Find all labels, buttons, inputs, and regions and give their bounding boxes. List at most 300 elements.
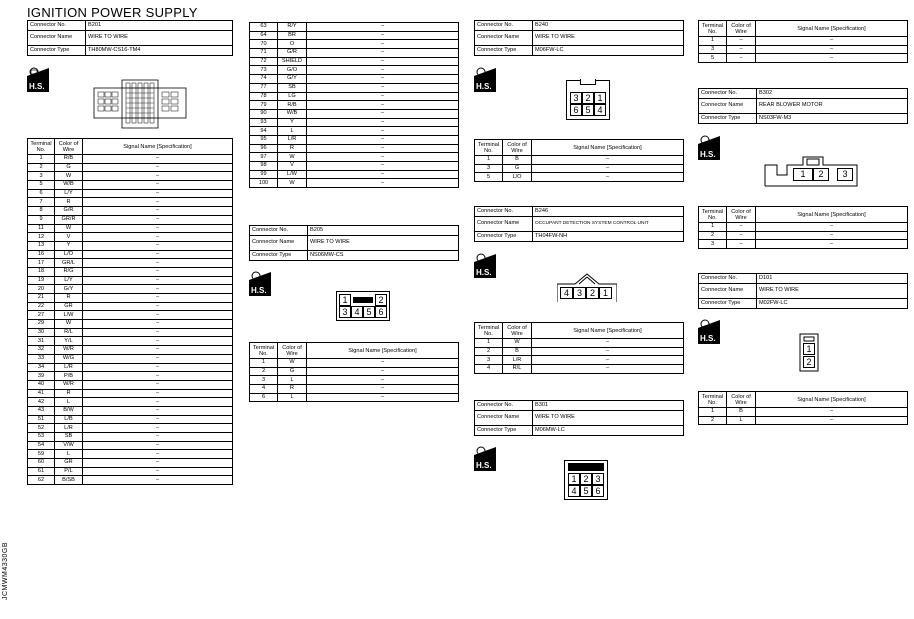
color-cell: G <box>503 164 532 173</box>
color-cell: – <box>727 37 756 46</box>
signal-cell: – <box>307 109 459 118</box>
table-row <box>28 302 233 311</box>
connector-info-b205 <box>249 225 459 261</box>
connector-info-b302: Connector No. B302 Connector Name REAR BLOWER MOTOR Connector Type NS03FW-M3 <box>698 88 908 124</box>
table-row <box>28 363 233 372</box>
terminal-cell: 3 <box>699 240 727 249</box>
signal-cell: – <box>307 75 459 84</box>
connector-name-label: Connector Name <box>28 31 86 46</box>
color-cell: L <box>278 127 307 136</box>
signal-cell: – <box>83 285 233 294</box>
table-row <box>28 294 233 303</box>
table-row <box>699 45 908 54</box>
color-cell: G <box>278 367 307 376</box>
signal-cell: – <box>307 162 459 171</box>
color-cell: B <box>727 408 756 417</box>
color-cell: Y <box>278 118 307 127</box>
color-cell: G/O <box>278 66 307 75</box>
color-cell: R <box>55 294 83 303</box>
table-row <box>28 181 233 190</box>
table-row <box>28 267 233 276</box>
terminal-cell: 30 <box>28 328 55 337</box>
color-cell: L <box>55 398 83 407</box>
connector-type: M02FW-LC <box>757 299 908 309</box>
terminal-cell: 41 <box>28 389 55 398</box>
table-row <box>28 172 233 181</box>
color-cell: R/L <box>55 328 83 337</box>
hs-icon <box>474 445 496 468</box>
terminal-cell: 31 <box>28 337 55 346</box>
signal-cell: – <box>83 207 233 216</box>
terminal-cell: 5 <box>28 181 55 190</box>
table-row <box>28 328 233 337</box>
connector-name: WIRE TO WIRE <box>533 31 684 46</box>
color-cell: W/R <box>55 346 83 355</box>
signal-cell: – <box>307 49 459 58</box>
table-row <box>28 276 233 285</box>
terminal-cell: 6 <box>28 189 55 198</box>
color-cell: V <box>55 233 83 242</box>
pin-table-b302: Terminal No. Color of Wire Signal Name [Specification] 1 – – 2 – – 3 – – <box>698 206 908 249</box>
hs-icon <box>698 318 720 341</box>
connector-no-label: Connector No. <box>28 21 86 31</box>
terminal-cell: 8 <box>28 207 55 216</box>
terminal-cell: 94 <box>250 127 278 136</box>
table-row <box>250 109 459 118</box>
table-row <box>250 66 459 75</box>
terminal-cell: 53 <box>28 433 55 442</box>
terminal-cell: 3 <box>475 164 503 173</box>
terminal-cell: 59 <box>28 450 55 459</box>
table-row <box>28 380 233 389</box>
color-cell: L/Y <box>55 189 83 198</box>
color-cell: BR <box>278 31 307 40</box>
signal-cell: – <box>307 359 459 368</box>
pin-table-b205: Terminal No. Color of Wire Signal Name [Specification] 1 W – 2 G – 3 L – 4 R – 6 L – <box>249 342 459 402</box>
signal-cell: – <box>307 135 459 144</box>
terminal-cell: 3 <box>28 172 55 181</box>
color-cell: L <box>55 450 83 459</box>
connector-name: WIRE TO WIRE <box>86 31 233 46</box>
table-row <box>28 372 233 381</box>
signal-cell: – <box>83 172 233 181</box>
signal-cell: – <box>83 337 233 346</box>
table-row <box>250 75 459 84</box>
connector-type: M06FW-LC <box>533 46 684 56</box>
table-row <box>28 433 233 442</box>
table-row <box>28 155 233 164</box>
terminal-cell: 5 <box>699 54 727 63</box>
terminal-cell: 1 <box>699 408 727 417</box>
terminal-cell: 1 <box>699 37 727 46</box>
color-cell: G/Y <box>55 285 83 294</box>
table-row <box>250 135 459 144</box>
color-cell: R <box>278 144 307 153</box>
terminal-cell: 64 <box>250 31 278 40</box>
table-row <box>28 320 233 329</box>
signal-cell: – <box>83 241 233 250</box>
color-cell: R/L <box>503 365 532 374</box>
connector-type-label: Connector Type <box>250 251 308 261</box>
table-row <box>28 189 233 198</box>
table-row <box>699 416 908 425</box>
color-cell: L/R <box>503 356 532 365</box>
signal-cell: – <box>756 231 908 240</box>
signal-cell: – <box>83 155 233 164</box>
signal-cell: – <box>532 347 684 356</box>
terminal-cell: 2 <box>250 367 278 376</box>
table-row <box>699 54 908 63</box>
hs-label: H.S. <box>476 82 492 91</box>
terminal-cell: 1 <box>250 359 278 368</box>
terminal-cell: 13 <box>28 241 55 250</box>
connector-face-b302: 1 2 3 <box>763 155 859 187</box>
terminal-cell: 39 <box>28 372 55 381</box>
signal-cell: – <box>83 311 233 320</box>
page-title: IGNITION POWER SUPPLY <box>27 5 198 20</box>
color-cell: W <box>55 320 83 329</box>
terminal-cell: 27 <box>28 311 55 320</box>
color-cell: – <box>727 240 756 249</box>
table-row <box>250 101 459 110</box>
signal-cell: – <box>756 408 908 417</box>
terminal-cell: 1 <box>699 223 727 232</box>
signal-cell: – <box>307 23 459 32</box>
signal-cell: – <box>307 393 459 402</box>
signal-cell: – <box>307 170 459 179</box>
signal-cell: – <box>83 346 233 355</box>
color-cell: SB <box>55 433 83 442</box>
table-row <box>28 259 233 268</box>
terminal-cell: 12 <box>28 233 55 242</box>
color-cell: R <box>278 385 307 394</box>
table-row <box>28 459 233 468</box>
signal-cell: – <box>307 83 459 92</box>
terminal-cell: 22 <box>28 302 55 311</box>
table-row <box>28 424 233 433</box>
color-cell: G/R <box>278 49 307 58</box>
color-cell: G <box>55 163 83 172</box>
table-row <box>28 337 233 346</box>
hs-icon <box>249 270 271 293</box>
hs-label: H.S. <box>700 334 716 343</box>
table-row <box>28 285 233 294</box>
signal-cell: – <box>756 416 908 425</box>
terminal-cell: 52 <box>28 424 55 433</box>
terminal-cell: 2 <box>699 416 727 425</box>
terminal-cell: 9 <box>28 215 55 224</box>
terminal-cell: 99 <box>250 170 278 179</box>
connector-type-label: Connector Type <box>28 46 86 56</box>
connector-face-b246: 4 3 2 1 <box>557 272 617 302</box>
table-row <box>28 241 233 250</box>
terminal-cell: 78 <box>250 92 278 101</box>
table-row <box>28 215 233 224</box>
signal-cell: – <box>83 320 233 329</box>
terminal-cell: 79 <box>250 101 278 110</box>
color-cell: L <box>278 376 307 385</box>
color-cell: GR <box>55 302 83 311</box>
table-row <box>28 467 233 476</box>
terminal-cell: 71 <box>250 49 278 58</box>
signal-cell: – <box>83 433 233 442</box>
signal-cell: – <box>307 153 459 162</box>
color-cell: L/Y <box>55 276 83 285</box>
signal-cell: – <box>532 173 684 182</box>
hs-label: H.S. <box>700 150 716 159</box>
color-cell: SHIELD <box>278 57 307 66</box>
terminal-cell: 95 <box>250 135 278 144</box>
signal-cell: – <box>756 37 908 46</box>
hs-label: H.S. <box>251 286 267 295</box>
color-cell: W/G <box>55 354 83 363</box>
connector-no: B240 <box>533 21 684 31</box>
connector-type: M06MW-LC <box>533 426 684 436</box>
color-cell: W <box>55 172 83 181</box>
terminal-cell: 11 <box>28 224 55 233</box>
pin-table-b201-continued <box>249 22 459 188</box>
signal-cell: – <box>756 45 908 54</box>
color-cell: W/B <box>55 181 83 190</box>
terminal-cell: 4 <box>250 385 278 394</box>
terminal-cell: 98 <box>250 162 278 171</box>
color-cell: L/O <box>503 173 532 182</box>
color-cell: G/R <box>55 207 83 216</box>
terminal-cell: 3 <box>475 356 503 365</box>
signal-cell: – <box>83 294 233 303</box>
table-row <box>28 398 233 407</box>
signal-cell: – <box>83 259 233 268</box>
terminal-cell: 61 <box>28 467 55 476</box>
table-row <box>28 441 233 450</box>
signal-cell: – <box>307 376 459 385</box>
table-row <box>250 83 459 92</box>
connector-type: TH80MW-CS16-TM4 <box>86 46 233 56</box>
terminal-cell: 21 <box>28 294 55 303</box>
color-cell: L/O <box>55 250 83 259</box>
signal-cell: – <box>83 276 233 285</box>
connector-info-b246: Connector No. B246 Connector Name OCCUPANT DETECTION SYSTEM CONTROL UNIT Connector Type TH04FW-NH <box>474 206 684 242</box>
color-header: Color of Wire <box>55 139 83 155</box>
terminal-cell: 20 <box>28 285 55 294</box>
color-cell: – <box>727 54 756 63</box>
color-cell: R/B <box>55 155 83 164</box>
terminal-cell: 96 <box>250 144 278 153</box>
color-cell: W <box>278 179 307 188</box>
table-row <box>28 207 233 216</box>
signal-cell: – <box>83 406 233 415</box>
color-cell: SB <box>278 83 307 92</box>
signal-cell: – <box>83 372 233 381</box>
table-row <box>475 356 684 365</box>
terminal-cell: 2 <box>475 347 503 356</box>
signal-cell: – <box>83 198 233 207</box>
signal-cell: – <box>307 92 459 101</box>
terminal-cell: 3 <box>699 45 727 54</box>
color-cell: GR/R <box>55 215 83 224</box>
signal-cell: – <box>83 233 233 242</box>
signal-cell: – <box>83 424 233 433</box>
table-row <box>250 376 459 385</box>
connector-no: D101 <box>757 274 908 284</box>
table-row <box>28 163 233 172</box>
signal-cell: – <box>307 66 459 75</box>
terminal-cell: 1 <box>475 156 503 165</box>
table-row <box>699 37 908 46</box>
signal-cell: – <box>83 398 233 407</box>
signal-cell: – <box>83 363 233 372</box>
terminal-cell: 43 <box>28 406 55 415</box>
terminal-cell: 97 <box>250 153 278 162</box>
table-row <box>475 164 684 173</box>
signal-cell: – <box>532 365 684 374</box>
table-row <box>250 23 459 32</box>
hs-label: H.S. <box>476 461 492 470</box>
signal-cell: – <box>83 354 233 363</box>
color-cell: Y/L <box>55 337 83 346</box>
color-cell: W <box>278 359 307 368</box>
table-row <box>28 450 233 459</box>
terminal-cell: 4 <box>475 365 503 374</box>
pin-table-d101: Terminal No. Color of Wire Signal Name [Specification] 1 B – 2 L – <box>698 391 908 425</box>
terminal-cell: 100 <box>250 179 278 188</box>
table-row <box>250 144 459 153</box>
hs-label: H.S. <box>476 268 492 277</box>
signal-cell: – <box>83 224 233 233</box>
terminal-cell: 19 <box>28 276 55 285</box>
connector-no-label: Connector No. <box>250 226 308 236</box>
connector-info-d101: Connector No. D101 Connector Name WIRE TO WIRE Connector Type M02FW-LC <box>698 273 908 309</box>
terminal-cell: 77 <box>250 83 278 92</box>
color-cell: O <box>278 40 307 49</box>
pin-table-b240: Terminal No. Color of Wire Signal Name [Specification] 1 B – 3 G – 5 L/O – <box>474 139 684 182</box>
connector-name: WIRE TO WIRE <box>533 411 684 426</box>
color-cell: LG <box>278 92 307 101</box>
color-cell: L <box>278 393 307 402</box>
connector-type: NS06MW-CS <box>308 251 459 261</box>
terminal-cell: 70 <box>250 40 278 49</box>
hs-icon <box>474 66 496 89</box>
color-cell: L <box>727 416 756 425</box>
connector-no: B302 <box>757 89 908 99</box>
terminal-cell: 60 <box>28 459 55 468</box>
signal-cell: – <box>83 215 233 224</box>
terminal-cell: 51 <box>28 415 55 424</box>
signal-cell: – <box>532 156 684 165</box>
color-cell: L/W <box>55 311 83 320</box>
table-row <box>250 153 459 162</box>
table-row <box>699 408 908 417</box>
terminal-cell: 18 <box>28 267 55 276</box>
terminal-cell: 3 <box>250 376 278 385</box>
color-cell: L/B <box>55 415 83 424</box>
table-row <box>28 406 233 415</box>
table-row <box>475 173 684 182</box>
terminal-cell: 29 <box>28 320 55 329</box>
hs-icon <box>474 252 496 275</box>
connector-no: B301 <box>533 401 684 411</box>
connector-name-label: Connector Name <box>250 236 308 251</box>
table-row <box>250 367 459 376</box>
connector-type: TH04FW-NH <box>533 232 684 242</box>
table-row <box>250 31 459 40</box>
reference-code: JCMWM4330GB <box>2 541 9 600</box>
signal-header: Signal Name [Specification] <box>83 139 233 155</box>
connector-info-b240: Connector No. B240 Connector Name WIRE TO WIRE Connector Type M06FW-LC <box>474 20 684 56</box>
table-row <box>28 389 233 398</box>
terminal-cell: 62 <box>28 476 55 485</box>
signal-cell: – <box>83 181 233 190</box>
color-cell: B/W <box>55 406 83 415</box>
table-row <box>475 156 684 165</box>
signal-cell: – <box>83 441 233 450</box>
color-cell: W/R <box>55 380 83 389</box>
signal-cell: – <box>756 240 908 249</box>
pin-table-b246: Terminal No. Color of Wire Signal Name [Specification] 1 W – 2 B – 3 L/R – 4 R/L – <box>474 322 684 374</box>
table-row <box>28 198 233 207</box>
connector-info-b201 <box>27 20 233 56</box>
signal-cell: – <box>307 101 459 110</box>
signal-cell: – <box>83 267 233 276</box>
signal-cell: – <box>83 450 233 459</box>
connector-face-d101: 1 2 <box>797 333 821 373</box>
signal-cell: – <box>532 339 684 348</box>
color-cell: W <box>55 224 83 233</box>
color-cell: B <box>503 156 532 165</box>
terminal-cell: 34 <box>28 363 55 372</box>
connector-face-b201 <box>92 78 188 135</box>
color-cell: P/L <box>55 467 83 476</box>
table-row <box>250 359 459 368</box>
terminal-cell: 16 <box>28 250 55 259</box>
terminal-cell: 74 <box>250 75 278 84</box>
signal-cell: – <box>756 54 908 63</box>
table-row <box>28 311 233 320</box>
signal-cell: – <box>307 385 459 394</box>
connector-type: NS03FW-M3 <box>757 114 908 124</box>
color-cell: L/R <box>55 424 83 433</box>
connector-face-b240: 3 2 1 6 5 4 <box>566 80 610 120</box>
color-cell: GR <box>55 459 83 468</box>
color-cell: – <box>727 223 756 232</box>
signal-cell: – <box>83 328 233 337</box>
table-row <box>699 231 908 240</box>
connector-name: WIRE TO WIRE <box>757 284 908 299</box>
table-row <box>28 476 233 485</box>
terminal-cell: 32 <box>28 346 55 355</box>
table-row <box>250 118 459 127</box>
table-row <box>28 354 233 363</box>
color-cell: L/R <box>278 135 307 144</box>
terminal-cell: 42 <box>28 398 55 407</box>
terminal-cell: 40 <box>28 380 55 389</box>
color-cell: P/B <box>55 372 83 381</box>
terminal-cell: 7 <box>28 198 55 207</box>
terminal-cell: 1 <box>475 339 503 348</box>
color-cell: R/Y <box>278 23 307 32</box>
connector-no: B205 <box>308 226 459 236</box>
hs-icon <box>27 66 49 89</box>
color-cell: V/W <box>55 441 83 450</box>
pin-table-b301: Terminal No. Color of Wire Signal Name [Specification] 1 – – 3 – – 5 – – <box>698 20 908 63</box>
signal-cell: – <box>83 476 233 485</box>
table-row <box>475 339 684 348</box>
table-row <box>250 162 459 171</box>
table-row <box>28 224 233 233</box>
pin-table-b201 <box>27 138 233 485</box>
connector-face-b205: 1 2 3 4 5 6 <box>336 291 390 321</box>
terminal-cell: 2 <box>28 163 55 172</box>
